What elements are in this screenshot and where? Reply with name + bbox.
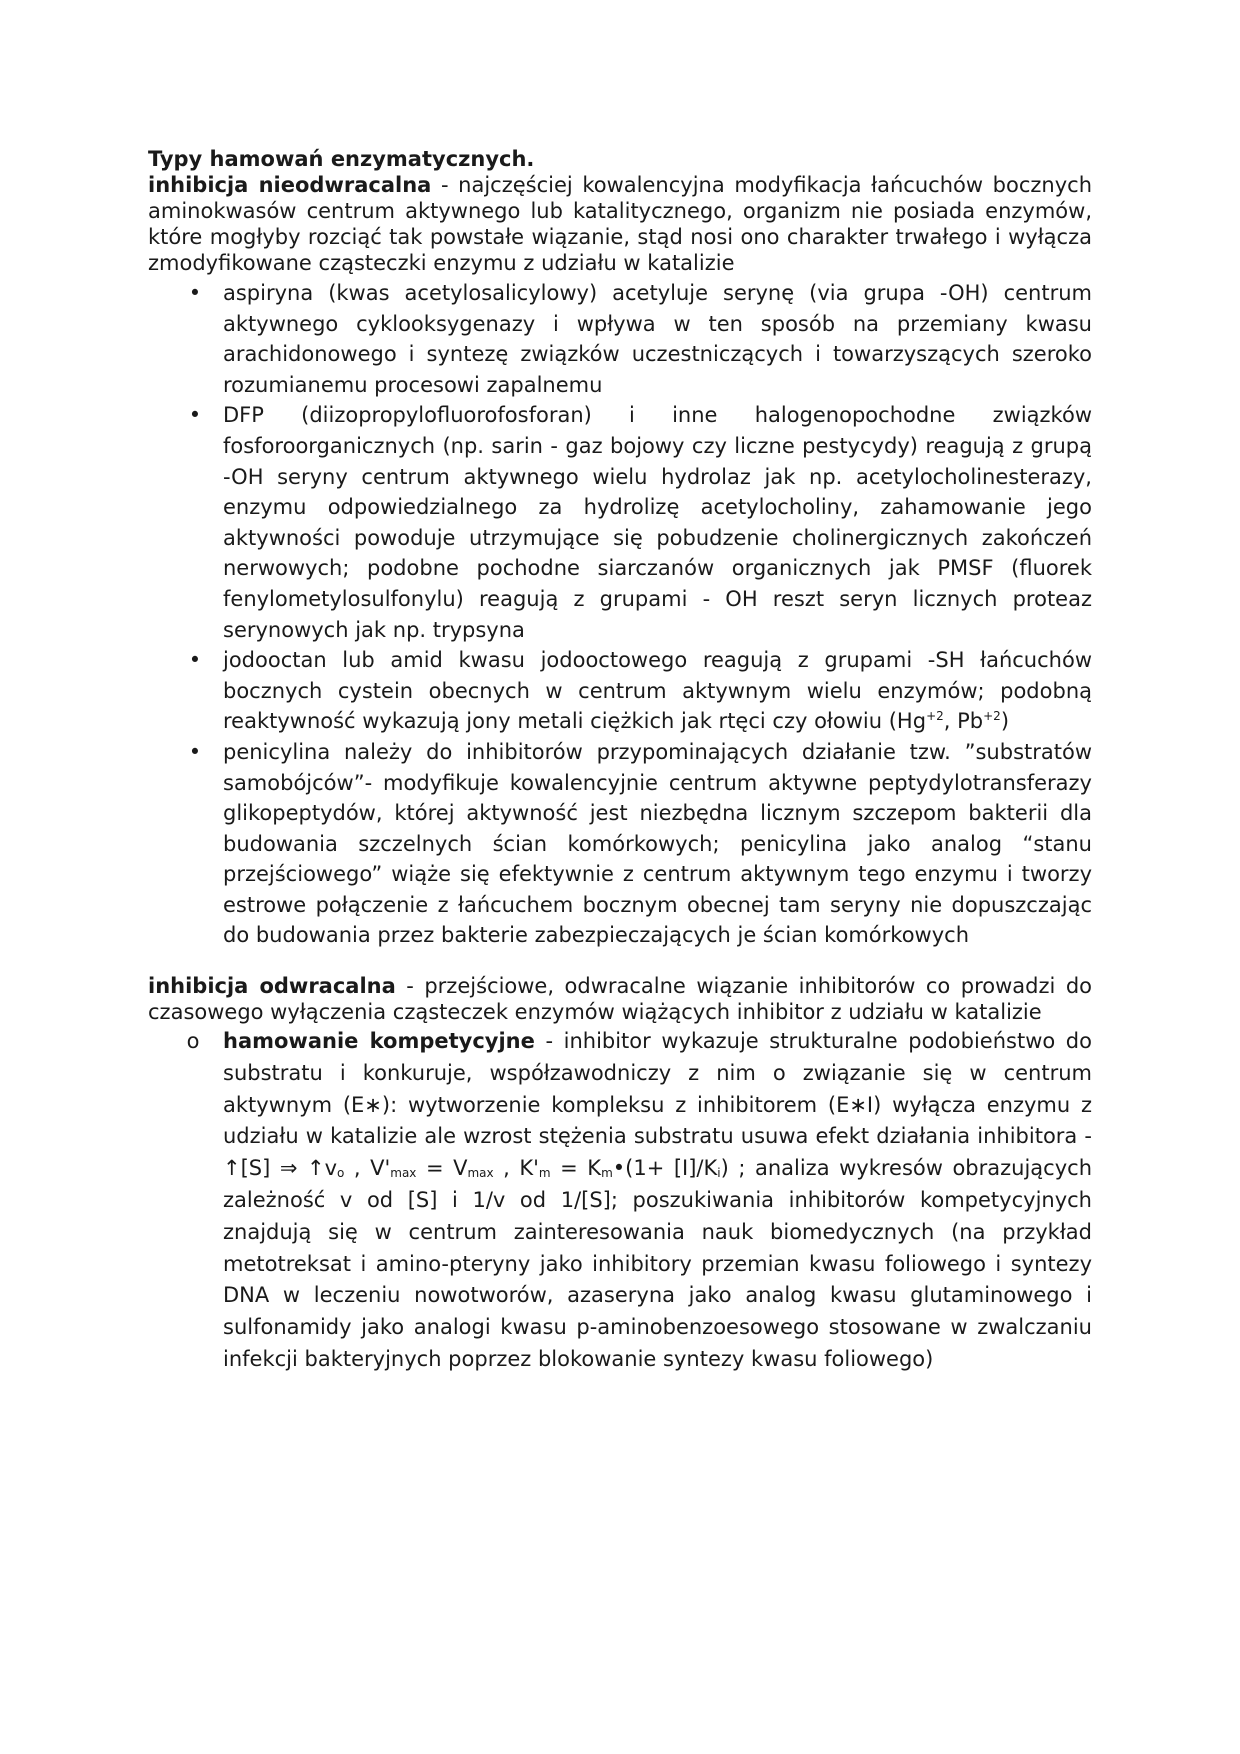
bullet-icon: • — [188, 739, 202, 764]
irreversible-inhibition-term: inhibicja nieodwracalna — [148, 173, 432, 197]
list-item-text: , Pb — [943, 709, 984, 734]
list-item-text: , K' — [493, 1156, 539, 1181]
irreversible-examples-list — [148, 278, 1092, 951]
superscript: +2 — [926, 709, 944, 724]
list-item-text: ) — [1000, 709, 1010, 734]
list-item-text: - inhibitor wykazuje strukturalne podobieństwo do substratu i konkuruje, współzawodniczy z nim o związanie się w centrum aktywnym (E∗): wytworzenie kompleksu z inhibitorem (E∗I) wyłącza enzymu z udziału w katalizie ale wzrost stężenia substratu usuwa efekt działania inhibitora - ↑[S] ⇒ ↑v — [223, 1029, 1092, 1181]
subscript: m — [538, 1166, 551, 1181]
reversible-inhibition-term: inhibicja odwracalna — [148, 974, 396, 999]
list-item-text: jodooctan lub amid kwasu jodooctowego reagują z grupami -SH łańcuchów bocznych cystein obecnych w centrum aktywnym wielu enzymów; podobną reaktywność wykazują jony metali ciężkich jak rtęci czy ołowiu (Hg — [223, 648, 1092, 734]
list-item — [188, 645, 1092, 737]
list-item — [188, 278, 1092, 400]
list-item-text: = V — [416, 1156, 468, 1181]
list-item — [186, 1026, 1093, 1376]
list-item — [188, 400, 1092, 645]
competitive-inhibition-term: hamowanie kompetycyjne — [223, 1029, 535, 1054]
list-item — [188, 737, 1092, 951]
irreversible-inhibition-paragraph — [148, 172, 1092, 276]
subscript: o — [337, 1166, 345, 1181]
list-item-text: aspiryna (kwas acetylosalicylowy) acetyluje serynę (via grupa -OH) centrum aktywnego cyklooksygenazy i wpływa w ten sposób na przemiany kwasu arachidonowego i syntezę związków uczestniczących i towarzyszących szeroko rozumianemu procesowi zapalnemu — [223, 281, 1092, 397]
section-spacer — [148, 951, 1092, 973]
document-title: Typy hamowań enzymatycznych. — [148, 147, 535, 171]
list-item-text: ) ; analiza wykresów obrazujących zależność v od [S] i 1/v od 1/[S]; poszukiwania inhibitorów kompetycyjnych znajdują się w centrum zainteresowania nauk biomedycznych (na przykład metotreksat i amino-pteryny jako inhibitory przemian kwasu foliowego i syntezy DNA w leczeniu nowotworów, azaseryna jako analog kwasu glutaminowego i sulfonamidy jako analogi kwasu p-aminobenzoesowego stosowane w zwalczaniu infekcji bakteryjnych poprzez blokowanie syntezy kwasu foliowego) — [223, 1156, 1093, 1372]
reversible-inhibition-definition: - przejściowe, odwracalne wiązanie inhibitorów co prowadzi do czasowego wyłączenia cząsteczek enzymów wiążących inhibitor z udziału w katalizie — [148, 974, 1092, 1025]
document-page — [148, 146, 1092, 1376]
subscript: m — [601, 1166, 613, 1181]
list-item-text: •(1+ [I]/K — [612, 1156, 718, 1181]
circle-bullet-icon: o — [186, 1029, 200, 1054]
bullet-icon: • — [188, 281, 202, 305]
bullet-icon: • — [188, 648, 202, 673]
list-item-text: = K — [550, 1156, 602, 1181]
list-item-text: penicylina należy do inhibitorów przypominających działanie tzw. ”substratów samobójców”- modyfikuje kowalencyjnie centrum aktywne peptydylotransferazy glikopeptydów, której aktywność jest niezbędna licznym szczepom bakterii dla budowania szczelnych ścian komórkowych; penicylina jako analog “stanu przejściowego” wiąże się efektywnie z centrum aktywnym tego enzymu i tworzy estrowe połączenie z łańcuchem bocznym obecnej tam seryny nie dopuszczając do budowania przez bakterie zabezpieczających je ścian komórkowych — [223, 739, 1092, 948]
reversible-inhibition-paragraph — [148, 973, 1092, 1025]
list-item-text: DFP (diizopropylofluorofosforan) i inne halogenopochodne związków fosforoorganicznych (np. sarin - gaz bojowy czy liczne pestycydy) reagują z grupą -OH seryny centrum aktywnego wielu hydrolaz jak np. acetylocholinesterazy, enzymu odpowiedzialnego za hydrolizę acetylocholiny, zahamowanie jego aktywności powoduje utrzymujące się pobudzenie cholinergicznych zakończeń nerwowych; podobne pochodne siarczanów organicznych jak PMSF (fluorek fenylometylosulfonylu) reagują z grupami - OH reszt seryn licznych proteaz serynowych jak np. trypsyna — [223, 403, 1092, 642]
reversible-types-list — [148, 1026, 1092, 1376]
irreversible-inhibition-definition: - najczęściej kowalencyjna modyfikacja łańcuchów bocznych aminokwasów centrum aktywnego lub katalitycznego, organizm nie posiada enzymów, które mogłyby rozciąć tak powstałe wiązanie, stąd nosi ono charakter trwałego i wyłącza zmodyfikowane cząsteczki enzymu z udziału w katalizie — [148, 173, 1093, 275]
list-item-text: , V' — [344, 1156, 391, 1181]
bullet-icon: • — [188, 403, 202, 428]
superscript: +2 — [983, 709, 1001, 724]
subscript: i — [717, 1166, 721, 1181]
subscript: max — [467, 1166, 494, 1181]
subscript: max — [390, 1166, 417, 1181]
